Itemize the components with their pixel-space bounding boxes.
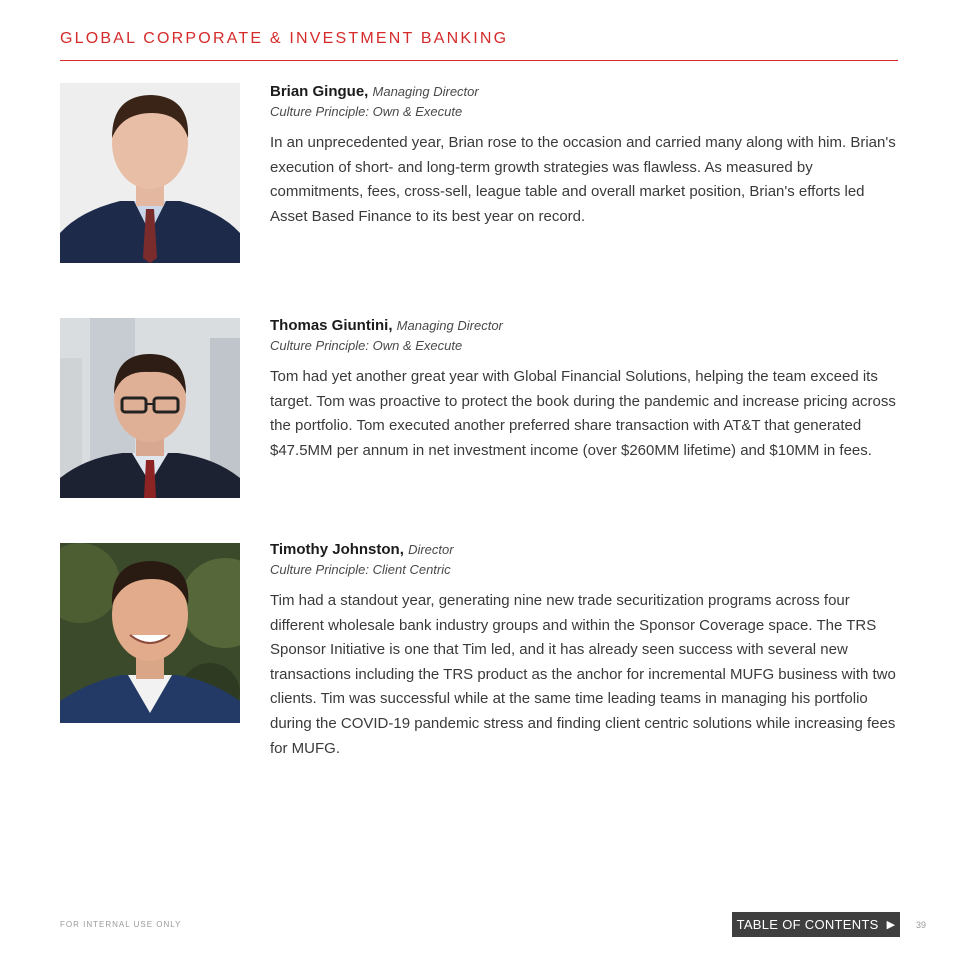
profile-heading — [270, 540, 902, 560]
profile-name: Timothy Johnston, — [270, 541, 404, 558]
table-of-contents-button[interactable] — [732, 912, 900, 937]
page-number: 39 — [916, 920, 927, 930]
profile-photo-timothy-johnston — [60, 543, 240, 723]
culture-principle: Culture Principle: Own & Execute — [270, 338, 463, 353]
profile-photo-thomas-giuntini — [60, 318, 240, 498]
profile-name: Thomas Giuntini, — [270, 317, 393, 334]
profile-heading — [270, 82, 902, 102]
profile-photo-brian-gingue — [60, 83, 240, 263]
profile-role: Managing Director — [396, 318, 503, 333]
profile-entry-brian-gingue — [270, 82, 902, 229]
profile-role: Managing Director — [372, 84, 479, 99]
table-of-contents-label: TABLE OF CONTENTS — [736, 917, 879, 932]
culture-principle: Culture Principle: Client Centric — [270, 562, 451, 577]
profile-bio: In an unprecedented year, Brian rose to the occasion and carried many along with him. Brian's execution of short- and long-term growth strategies was flawless. As measured by commitments, fees, cross-sell, league table and overall market position, Brian's efforts led Asset Based Finance to its best year on record. — [270, 134, 896, 225]
section-title: GLOBAL CORPORATE & INVESTMENT BANKING — [60, 30, 509, 47]
profile-entry-timothy-johnston — [270, 540, 902, 761]
profile-name: Brian Gingue, — [270, 83, 369, 100]
profile-role: Director — [408, 542, 454, 557]
profile-bio: Tom had yet another great year with Global Financial Solutions, helping the team exceed its target. Tom was proactive to protect the book during the pandemic and increase pricing across the portfolio. Tom executed another preferred share transaction with AT&T that generated $47.5MM per annum in net investment income (over $260MM lifetime) and $10MM in fees. — [270, 368, 896, 459]
profile-entry-thomas-giuntini — [270, 316, 902, 463]
internal-use-notice: FOR INTERNAL USE ONLY — [60, 920, 182, 929]
header-divider — [60, 60, 898, 61]
profile-bio: Tim had a standout year, generating nine new trade securitization programs across four different wholesale bank industry groups and within the Sponsor Coverage space. The TRS Sponsor Initiative is one that Tim led, and it has already seen success with several new transactions including the TRS product as the anchor for incremental MUFG business with two clients. Tim was successful while at the same time leading teams in managing his portfolio during the COVID-19 pandemic stress and finding client centric solutions while increasing fees for MUFG. — [270, 592, 896, 757]
culture-principle: Culture Principle: Own & Execute — [270, 104, 463, 119]
profile-heading — [270, 316, 902, 336]
play-arrow-icon: ▶ — [886, 919, 896, 931]
